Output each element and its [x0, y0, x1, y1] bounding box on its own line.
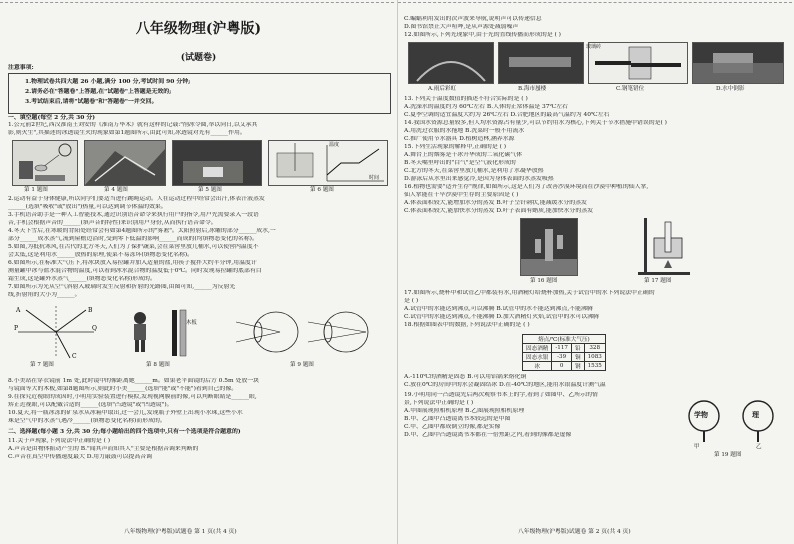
option-line: C.推广使用节水器具 D.植树造林,涵养水源: [404, 136, 515, 142]
table-cell: -117: [552, 344, 572, 353]
option-line: D.图书馆禁止大声喧哗,是从声源处减弱噪声: [404, 24, 519, 30]
note-line: 2.请务必在"答题卷"上答题,在"试题卷"上答题是无效的;: [25, 88, 172, 95]
page-footer: 八年级物理(沪粤版)试题卷 第 1 页(共 4 页): [124, 529, 237, 535]
table-cell: 钢: [571, 362, 584, 371]
option-line: C.夏季空调的适宜温度大约为 26℃左右 D.合肥地区的最高气温约为 40℃左右: [404, 112, 610, 118]
question-line: 6.如图所示,在标准大气压下,将冰块放入易拉罐并加入适量的盐,用筷子搅拌大约半分钟,用温度计: [8, 260, 257, 266]
table-row: [523, 344, 606, 353]
lens-text: 学物: [694, 410, 708, 419]
section-heading: 二、选择题(每小题 3 分,共 30 分;每小题给出的四个选项中,只有一个选项是符合题意的): [8, 428, 241, 435]
figure-12b-mirage: [498, 42, 584, 84]
svg-text:P: P: [14, 325, 19, 332]
figure-caption: 第 1 题图: [24, 187, 48, 193]
question-line: 霜生成,这是罐外水蒸气______(填物态变化名称)形成的。: [8, 276, 156, 282]
question-line: 17.如图所示,烧杯中和试管乙中都装有水,用酒精灯给烧杯加热,关于试管中的水下列说法中正确的: [404, 290, 655, 296]
option-line: A.甲图展现照相机原理 B.乙图展现照相机原理: [404, 408, 525, 414]
option-label: C.钢笔错位: [616, 86, 645, 92]
table-cell: 1535: [584, 362, 605, 371]
option-line: C.体表面积较大,能加快水分的蒸发 D.叶子表面有蜡质,能加快水分的蒸发: [404, 208, 593, 214]
section-heading: 一、填空题(每空 2 分,共 30 分): [8, 114, 96, 121]
option-line: A.舞台上的烟雾是干冰升华成的二氧化碳气体: [404, 152, 523, 158]
notes-heading: 注意事项:: [8, 64, 34, 71]
question-line: 18.根据如图表中的数据,下列说法中正确的是 ( ): [404, 322, 530, 328]
figure-16-cactus-photo: [520, 218, 578, 276]
option-line: D.甲、乙图中凸透镜离书本都在一倍焦距之内,看到的像都是虚像: [404, 432, 572, 438]
question-line: 12.如图所示,下列光现象中,由于光的直线传播而形成的是 ( ): [404, 32, 561, 38]
question-line: 线,折射角的大小为______。: [8, 292, 81, 298]
question-line: 19.小明用同一凸透镜先后两次观察书本上的字,看到了如图甲、乙所示的情: [404, 392, 598, 398]
figure-8-label: 木板: [186, 320, 197, 326]
question-line: 15.下列生活现象的解释中,正确的是 ( ): [404, 144, 507, 150]
question-line: 影,则火生",其描述的冰透镜生火的现象如第1题图所示,由此可知,冰透镜对光有______作用。: [8, 130, 246, 136]
figure-19-lens-diagram: [678, 398, 788, 444]
figure-1-ice-lens: [12, 140, 78, 186]
question-line: 仙人掌能在干旱沙漠中生存的主要原因是 ( ): [404, 192, 519, 198]
graph-x-label: 时间: [369, 175, 380, 181]
table-header-row: [523, 335, 606, 344]
question-line: 14.我国水资源总量较多,但人均水资源占有量少,可以节约用水为核心,下列关于节水措施中错误的是( ): [404, 120, 667, 126]
notes-box: [8, 73, 391, 114]
svg-text:Q: Q: [92, 325, 97, 332]
page-subtitle: (试题卷): [180, 53, 217, 63]
table-cell: -39: [552, 353, 572, 362]
figure-16-drawing: [521, 219, 577, 275]
table-cell: 0: [552, 362, 572, 371]
svg-text:B: B: [88, 307, 93, 314]
option-line: A.体表面积较大,能增加水分的蒸发 B.叶子呈针刺状,能减缓水分的蒸发: [404, 200, 587, 206]
table-cell: 冰: [523, 362, 552, 371]
page-title: 八年级物理(沪粤版): [135, 21, 262, 37]
question-line: 16.植物也需要"适齐生存"规律,如图所示,这是人们为了改善沙漠环境而在沙漠中种植的仙人掌,: [404, 184, 649, 190]
question-line: 2.运动有益于身体健康,所以同学们要适当进行跳绳运动。人在运动过程中经常会出汗,体表汗液蒸发: [8, 196, 265, 202]
table-row: [523, 362, 606, 371]
note-line: 3.考试结束后,请将"试题卷"和"答题卷"一并交回。: [25, 98, 158, 105]
figure-5-drawing: [173, 141, 261, 185]
question-line: 部分______成水蒸气,流到屋檐边沿时,受到零下低温的影响______而成的(均填物态变化的名称)。: [8, 236, 258, 242]
figure-caption: 第 5 题图: [198, 187, 222, 193]
figure-caption: 第 17 题图: [644, 278, 672, 284]
option-line: C.甲、乙图中都成倒立的像,都是实像: [404, 424, 501, 430]
question-line: 4.冬天下雪后,在寒暖的背阳处经常会有如第4题图所示的"雾凇"。太阳照射后,冰雕的部分______成水,一: [8, 228, 276, 234]
melting-point-table: [522, 334, 606, 371]
figure-5-cellar-photo: [172, 140, 262, 186]
figure-12c-label: 玻璃砖: [586, 44, 602, 50]
figure-12c-drawing: [589, 43, 687, 83]
question-line: 10.夏天,将一瓶冰冻的矿泉水从冰箱中取出,过一会儿,发现瓶子外壁上出现小水珠,这些小水: [8, 410, 243, 416]
table-header: 熔点/℃(标准大气压): [523, 335, 606, 344]
figure-6-temperature-graph: [268, 140, 388, 186]
option-line: C.试管中的水能达到沸点,不能沸腾 D.加大酒精灯火焰,试管中的水可以沸腾: [404, 314, 599, 320]
exam-page-2: [397, 0, 794, 544]
figure-17-boiling-apparatus: [634, 216, 694, 276]
option-label: D.水中倒影: [716, 86, 745, 92]
table-cell: 328: [584, 344, 605, 353]
binding-line: [398, 2, 792, 4]
figure-caption: 第 19 题图: [714, 452, 742, 458]
question-line: 3.手机语音助手是一种人工智能技术,通过识别语音命令来执行用户的指令,用户先需要录入一段语: [8, 212, 259, 218]
figure-caption: 第 9 题图: [290, 362, 314, 368]
table-cell: 1083: [584, 353, 605, 362]
question-line: 珠是空气中的水蒸气遇冷______(填物态变化名称)而形成的。: [8, 418, 166, 424]
figure-caption: 第 7 题图: [30, 362, 54, 368]
option-line: C.蝙蝠利用发出的次声波来导航,说明声可以传递信息: [404, 16, 542, 22]
question-line: 与镜面等大的木板,如第8题图所示,则此时小美______(选填"能"或"不能")看到自己的像。: [8, 386, 238, 392]
question-line: 8.小美站在穿衣镜前 1m 处,此时镜中的像距离她______m。如果老平面镜的后方 0.5m 处放一块: [8, 378, 260, 384]
option-line: D.游泳后从水里出来感觉冷,是因为身体表面的水蒸发吸热: [404, 176, 554, 182]
note-line: 1.物理试卷共四大题 26 小题,满分 100 分,考试时间 90 分钟;: [25, 78, 191, 85]
option-line: A.试管中的水能达到沸点,可以沸腾 B.试管中的水不能达到沸点,不能沸腾: [404, 306, 593, 312]
svg-text:C: C: [72, 353, 77, 360]
question-line: 矫正近视眼,可以配戴合适的______(选填"凸透镜"或"凹透镜")。: [8, 402, 173, 408]
figure-12a-rainbow: [408, 42, 494, 84]
figure-7-refraction-diagram: [14, 304, 98, 360]
question-line: 会太低,这是利用水______放热的原理,使菜不易冻坏(填物态变化名称)。: [8, 252, 194, 258]
figure-caption: 第 16 题图: [530, 278, 558, 284]
option-line: C.北方的冬天,在菜窖里放几桶水,是利用了水凝华放热: [404, 168, 544, 174]
option-line: A.声音是由物体振动产生的 B."闻其声而知其人"主要是根据音调来判断的: [8, 446, 199, 452]
question-line: 景,下列说法中正确的是 ( ): [404, 400, 474, 406]
question-line: 9.在探究近视眼的成因时,小明用实验装置进行模拟,发现视网膜前的像,可以判断眼睛是______眼,: [8, 394, 257, 400]
question-line: 5.如图,为抵抗寒风,在古代的北方冬天,人们为了保护蔬菜,会在菜窖里放几桶水,可以使窖内温度不: [8, 244, 259, 250]
figure-label: 甲: [694, 444, 700, 450]
figure-4-frost-photo: [84, 140, 166, 186]
option-line: B.冬天嘴里呼出的"白气"是空气液化形成的: [404, 160, 516, 166]
option-line: C.声音在真空中传播速度最大 D.用力敲鼓可以提高音调: [8, 454, 153, 460]
svg-text:A: A: [16, 307, 21, 314]
figure-12d-reflection: [692, 42, 784, 84]
question-line: 7.如图所示为光从空气斜射入玻璃时发生反射和折射的光路图,由图可知,______为反射光: [8, 284, 236, 290]
figure-caption: 第 8 题图: [146, 362, 170, 368]
option-line: B.甲、乙图中凸透镜离书本较远的是甲图: [404, 416, 511, 422]
option-line: A.洗澡水的温度约为 60℃左右 B.人体的正常体温是 37℃左右: [404, 104, 568, 110]
table-cell: 固态酒精: [523, 344, 552, 353]
question-line: ______(选填"吸收"或"放出")热量,可以达到调节体温的效果。: [8, 204, 167, 210]
question-line: 1.公元前2世纪,西汉淮南王刘安的《淮南万毕术》就有这样的记载:"削冰令圆,举以向日,以艾承其: [8, 122, 258, 128]
table-row: [523, 353, 606, 362]
option-line: C.放在0℃的房间中的水会凝固结冰 D.在-40℃的地区,能用水银温度计测气温: [404, 382, 606, 388]
page-footer: 八年级物理(沪粤版)试题卷 第 2 页(共 4 页): [518, 529, 631, 535]
option-label: A.雨后彩虹: [428, 86, 457, 92]
question-line: 是 ( ): [404, 298, 419, 304]
option-line: A.用洗过衣服的水拖地 B.洗菜时一般不用流水: [404, 128, 525, 134]
figure-caption: 第 6 题图: [310, 187, 334, 193]
lens-text: 理: [752, 410, 759, 419]
graph-y-label: 温度: [329, 142, 340, 148]
option-line: A.-110℃的酒精是固态 B.可以用铝锅来熔化铜: [404, 374, 527, 380]
figure-8-mirror-diagram: [124, 306, 204, 360]
question-line: 音,手机会根据声音的______(填声音的特性)来识别用户身份,从而执行语音命令。: [8, 220, 217, 226]
question-line: 11.关于声现象,下列说法中正确的是 ( ): [8, 438, 111, 444]
figure-9-eye-diagram: [236, 304, 386, 360]
figure-12a-drawing: [409, 43, 493, 83]
figure-1-drawing: [13, 141, 77, 185]
binding-line: [0, 2, 394, 4]
figure-12d-drawing: [693, 43, 783, 83]
table-cell: 铜: [571, 353, 584, 362]
question-line: 测量罐中冰与盐水混合物的温度,可以看到冰水混合物的温度低于0℃。同时发现易拉罐的底部有白: [8, 268, 262, 274]
figure-caption: 第 4 题图: [104, 187, 128, 193]
figure-12c-pen-glass: [588, 42, 688, 84]
question-line: 13.下列关于温度数值的描述不符合实际的是 ( ): [404, 96, 528, 102]
table-cell: 铅: [571, 344, 584, 353]
figure-label: 乙: [756, 444, 762, 450]
figure-4-drawing: [85, 141, 165, 185]
table-cell: 固态水银: [523, 353, 552, 362]
option-label: B.海市蜃楼: [518, 86, 547, 92]
figure-12b-drawing: [499, 43, 583, 83]
